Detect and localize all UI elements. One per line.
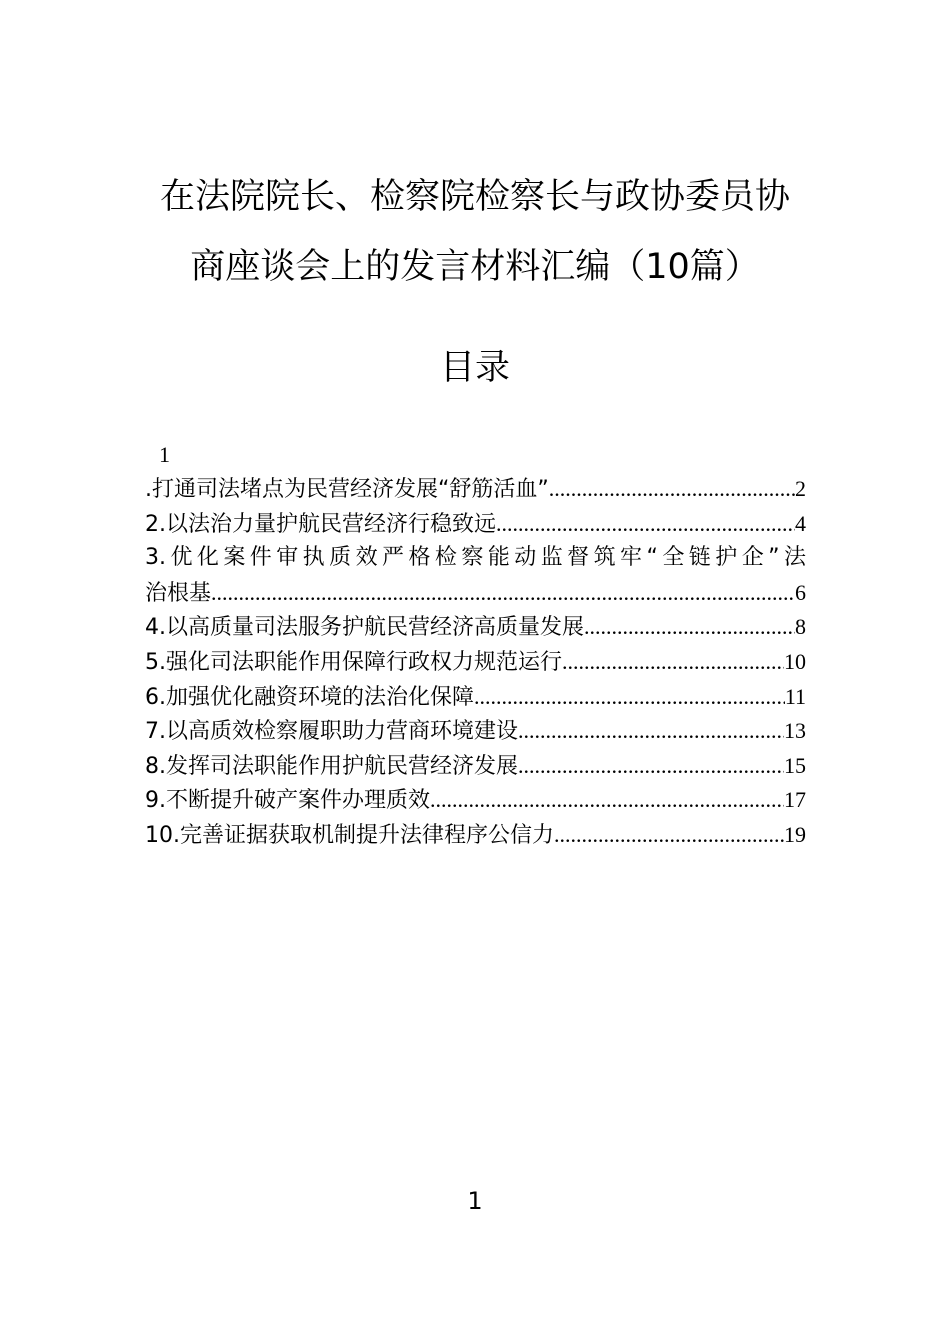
toc-entry-page: 4 — [795, 510, 806, 536]
toc-entry-text: 6.加强优化融资环境的法治化保障 — [145, 684, 474, 710]
toc-entry-text: 8.发挥司法职能作用护航民营经济发展 — [145, 753, 518, 779]
toc-entry-2[interactable] — [145, 507, 806, 542]
toc-entry-text: 5.强化司法职能作用保障行政权力规范运行 — [145, 649, 562, 675]
toc-entry-4[interactable] — [145, 610, 806, 645]
toc-entry-page: 13 — [784, 718, 806, 744]
toc-entry-page: 10 — [784, 648, 806, 674]
toc-leader-dots — [549, 472, 795, 507]
toc-entry-text: 10.完善证据获取机制提升法律程序公信力 — [145, 822, 554, 848]
toc-entry-text: 2.以法治力量护航民营经济行稳致远 — [145, 511, 496, 537]
toc-entry-7[interactable] — [145, 714, 806, 749]
toc-leader-dots — [584, 610, 795, 645]
toc-leader-dots — [496, 507, 795, 542]
toc-entry-5[interactable] — [145, 645, 806, 680]
toc-entry-text: 9.不断提升破产案件办理质效 — [145, 788, 430, 814]
toc-entry-page: 15 — [784, 752, 806, 778]
page-number: 1 — [467, 1187, 483, 1215]
toc-entry-text: 7.以高质效检察履职助力营商环境建设 — [145, 719, 518, 745]
toc-entry-10[interactable] — [145, 818, 806, 853]
toc-entry-8[interactable] — [145, 749, 806, 784]
document-title-line-1: 在法院院长、检察院检察长与政协委员协 — [159, 177, 790, 217]
toc-entry-1-number: 1 — [159, 442, 170, 467]
toc-entry-text: 4.以高质量司法服务护航民营经济高质量发展 — [145, 615, 584, 641]
toc-leader-dots — [554, 818, 784, 853]
toc-entry-page: 11 — [784, 683, 806, 709]
toc-entry-page: 19 — [784, 821, 806, 847]
toc-leader-dots — [430, 783, 784, 818]
toc-entry-page: 2 — [795, 476, 806, 501]
toc-entry-6[interactable] — [145, 680, 806, 715]
toc-heading: 目录 — [439, 348, 510, 388]
toc-entry-page: 17 — [784, 787, 806, 813]
toc-entry-3-line-1[interactable]: 3.优化案件审执质效严格检察能动监督筑牢“全链护企”法 — [145, 545, 806, 571]
toc-entry-page: 8 — [795, 614, 806, 640]
toc-leader-dots — [518, 749, 784, 784]
toc-entry-9[interactable] — [145, 783, 806, 818]
toc-leader-dots — [562, 645, 784, 680]
toc-leader-dots — [518, 714, 784, 749]
toc-entry-1[interactable] — [145, 472, 806, 507]
table-of-contents — [145, 438, 806, 853]
document-title-line-2: 商座谈会上的发言材料汇编（10篇） — [190, 247, 760, 287]
toc-leader-dots — [211, 576, 795, 611]
toc-leader-dots — [474, 680, 785, 715]
toc-entry-text: .打通司法堵点为民营经济发展“舒筋活血” — [145, 477, 549, 502]
toc-entry-3[interactable] — [145, 576, 806, 611]
toc-entry-text: 治根基 — [145, 580, 212, 606]
toc-entry-page: 6 — [795, 579, 806, 605]
